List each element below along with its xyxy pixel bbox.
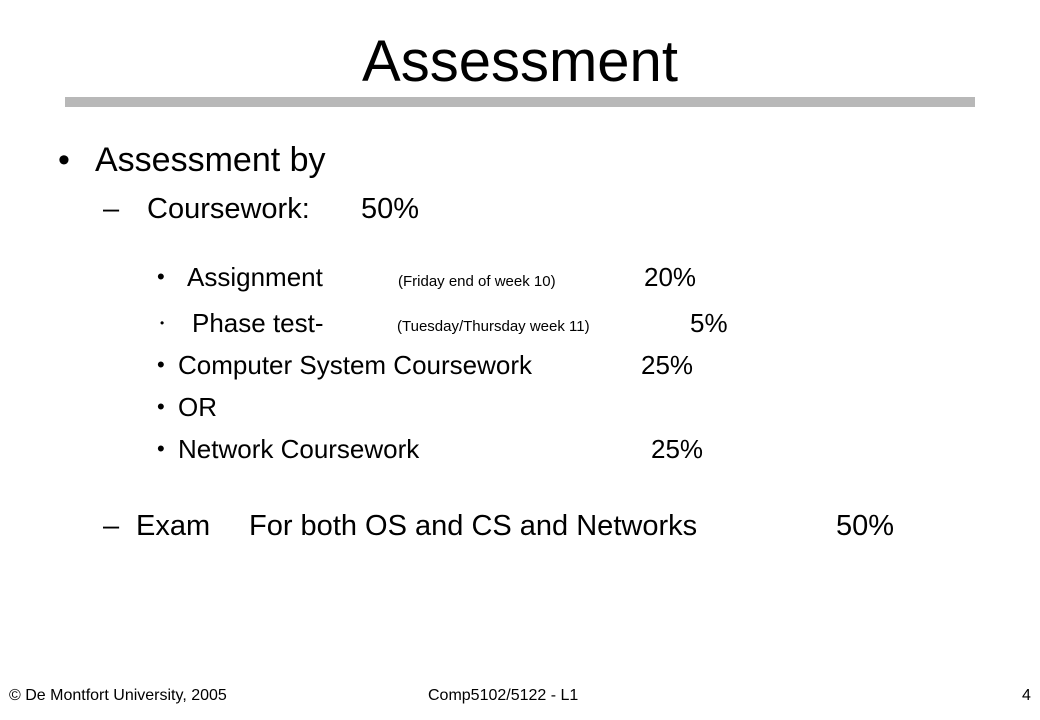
bullet-icon: • [160, 316, 165, 330]
exam-weight: 50% [836, 510, 895, 542]
bullet-icon: • [157, 436, 165, 461]
item-note: (Friday end of week 10) [398, 273, 556, 290]
coursework-weight: 50% [361, 193, 420, 225]
footer-page-number: 4 [1022, 687, 1031, 704]
item-note: (Tuesday/Thursday week 11) [397, 318, 590, 335]
dash-icon: – [103, 510, 120, 542]
item-label: Assignment [187, 262, 323, 292]
exam-label: Exam [136, 510, 211, 542]
footer-copyright: © De Montfort University, 2005 [9, 687, 227, 704]
item-label: Computer System Coursework [178, 350, 532, 380]
coursework-label: Coursework: [147, 193, 310, 225]
item-weight: 5% [690, 308, 728, 338]
item-label: Network Coursework [178, 434, 420, 464]
title-underline [65, 97, 975, 107]
bullet-icon: • [157, 394, 165, 419]
item-label: Phase test- [192, 308, 324, 338]
slide-title: Assessment [362, 29, 678, 94]
exam-detail: For both OS and CS and Networks [249, 510, 698, 542]
item-label: OR [178, 392, 217, 422]
bullet-icon: • [157, 352, 165, 377]
bullet-icon: • [58, 141, 70, 179]
dash-icon: – [103, 193, 120, 225]
footer-course: Comp5102/5122 - L1 [428, 687, 579, 704]
item-weight: 20% [644, 262, 697, 292]
item-weight: 25% [641, 350, 694, 380]
item-weight: 25% [651, 434, 704, 464]
bullet-icon: • [157, 264, 165, 289]
assessment-heading: Assessment by [95, 141, 326, 179]
